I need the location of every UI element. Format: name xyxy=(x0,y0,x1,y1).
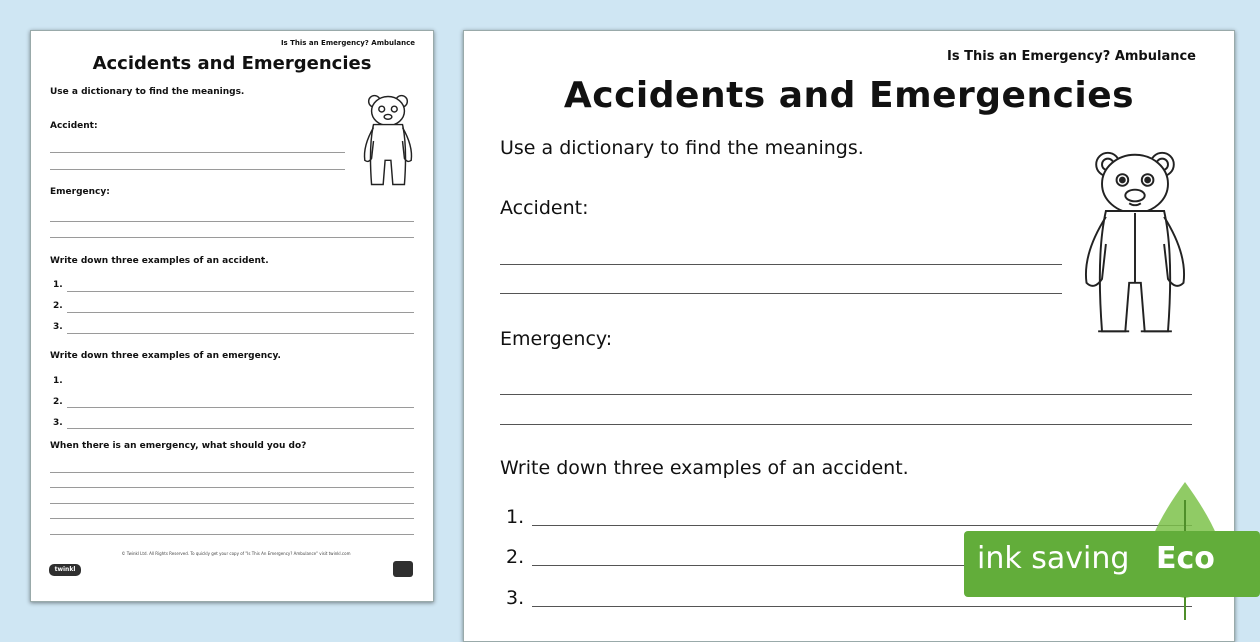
item-number: 1. xyxy=(53,376,63,386)
item-number: 3. xyxy=(506,587,525,609)
answer-line[interactable] xyxy=(50,152,345,153)
answer-line[interactable] xyxy=(50,472,414,473)
accident-examples-prompt: Write down three examples of an accident. xyxy=(50,256,269,266)
answer-line[interactable] xyxy=(500,264,1062,265)
worksheet-tag: Is This an Emergency? Ambulance xyxy=(947,49,1196,64)
emergency-label: Emergency: xyxy=(50,187,110,197)
answer-line[interactable] xyxy=(532,525,1192,526)
item-number: 2. xyxy=(53,397,63,407)
answer-line[interactable] xyxy=(50,518,414,519)
answer-line[interactable] xyxy=(67,291,414,292)
answer-line[interactable] xyxy=(50,534,414,535)
answer-line[interactable] xyxy=(50,169,345,170)
accident-label: Accident: xyxy=(50,121,98,131)
answer-line[interactable] xyxy=(67,428,414,429)
answer-line[interactable] xyxy=(500,424,1192,425)
teddy-bear-icon xyxy=(359,89,417,193)
item-number: 2. xyxy=(53,301,63,311)
worksheet-tag: Is This an Emergency? Ambulance xyxy=(280,39,415,47)
footer-text: © Twinkl Ltd. All Rights Reserved. To quickly get your copy of "Is This An Emergency? Ambulance" visit twinkl.com xyxy=(121,551,351,556)
answer-line[interactable] xyxy=(50,221,414,222)
answer-line[interactable] xyxy=(500,293,1062,294)
eco-label: Eco xyxy=(1156,541,1215,576)
answer-line[interactable] xyxy=(500,394,1192,395)
answer-line[interactable] xyxy=(50,503,414,504)
intro-text: Use a dictionary to find the meanings. xyxy=(50,87,245,97)
worksheet-thumbnail[interactable] xyxy=(30,30,434,602)
accident-examples-prompt: Write down three examples of an accident. xyxy=(500,457,909,479)
emergency-examples-prompt: Write down three examples of an emergency. xyxy=(50,351,281,361)
ink-saving-label: ink saving xyxy=(977,541,1130,576)
answer-line[interactable] xyxy=(50,487,414,488)
worksheet-title: Accidents and Emergencies xyxy=(563,75,1135,116)
item-number: 2. xyxy=(506,546,525,568)
emergency-label: Emergency: xyxy=(500,328,613,350)
what-to-do-prompt: When there is an emergency, what should you do? xyxy=(50,441,307,451)
answer-line[interactable] xyxy=(67,312,414,313)
answer-line[interactable] xyxy=(50,237,414,238)
teddy-bear-icon xyxy=(1074,147,1196,341)
twinkl-logo: twinkl xyxy=(49,564,81,576)
item-number: 3. xyxy=(53,418,63,428)
item-number: 1. xyxy=(506,506,525,528)
item-number: 3. xyxy=(53,322,63,332)
intro-text: Use a dictionary to find the meanings. xyxy=(500,137,864,159)
page-corner-logo-icon xyxy=(393,561,413,577)
accident-label: Accident: xyxy=(500,197,589,219)
answer-line[interactable] xyxy=(532,606,1192,607)
answer-line[interactable] xyxy=(67,407,414,408)
item-number: 1. xyxy=(53,280,63,290)
answer-line[interactable] xyxy=(67,333,414,334)
worksheet-title: Accidents and Emergencies xyxy=(92,53,372,74)
